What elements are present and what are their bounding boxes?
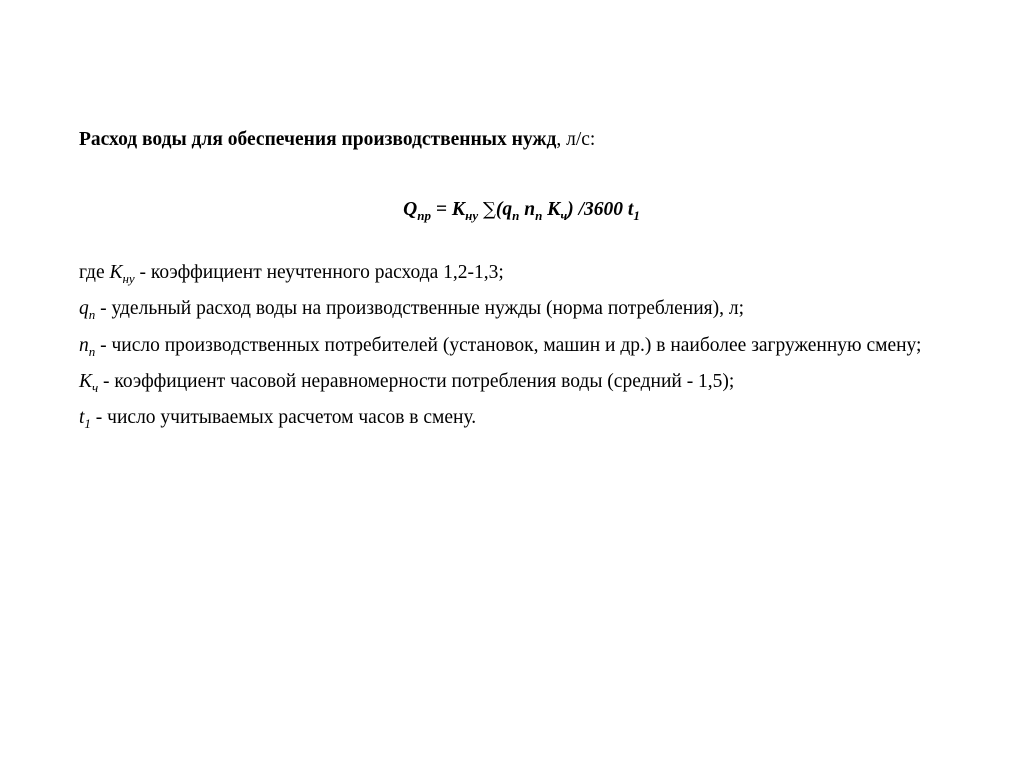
definition-text: - коэффициент часовой неравномерности потребления воды (средний - 1,5); [98, 370, 735, 392]
sum-icon: ∑ [482, 199, 496, 220]
formula-open-paren: ( [495, 199, 503, 220]
definition-text-continued: загруженную смену; [751, 334, 922, 356]
heading-bold-text: Расход воды для обеспечения производственных нужд [79, 129, 557, 150]
formula-t-symbol: t [627, 199, 634, 220]
symbol-letter: q [79, 298, 89, 320]
symbol-subscript: п [88, 307, 96, 323]
formula-q-small-subscript: п [512, 208, 520, 223]
formula-n-symbol: n [524, 199, 536, 220]
definitions-list [79, 255, 964, 436]
definition-text: - коэффициент неучтенного расхода 1,2-1,3; [134, 262, 504, 283]
definition-text: - число производственных потребителей (установок, машин и др.) в наиболее [95, 334, 747, 356]
definition-q-n [79, 291, 964, 327]
symbol-subscript: ну [122, 271, 135, 286]
definition-symbol [79, 298, 96, 323]
symbol-subscript: 1 [84, 416, 91, 432]
formula [79, 197, 964, 223]
heading [79, 128, 595, 152]
formula-kch-subscript: ч [560, 208, 568, 223]
definition-text: - удельный расход воды на производственные нужды (норма потребления), л; [95, 298, 744, 320]
formula-k-symbol: К [451, 199, 466, 220]
symbol-letter: t [79, 407, 85, 429]
symbol-letter: n [79, 334, 89, 356]
definition-symbol [79, 407, 91, 432]
formula-q-subscript: пр [417, 208, 431, 223]
formula-n-subscript: п [535, 208, 543, 223]
definition-symbol [109, 262, 135, 286]
definition-n-n [79, 328, 964, 364]
definition-k-ny [79, 255, 964, 291]
formula-t-subscript: 1 [633, 208, 640, 223]
formula-kch-symbol: К [547, 199, 561, 220]
symbol-subscript: ч [91, 379, 99, 395]
definition-t-1 [79, 400, 964, 436]
formula-q-symbol: Q [403, 199, 418, 220]
symbol-letter: К [109, 262, 123, 283]
symbol-letter: К [79, 370, 92, 392]
formula-equals: = [431, 199, 452, 220]
heading-unit: , л/с: [556, 129, 596, 150]
definition-symbol [79, 370, 99, 395]
definition-prefix: где [79, 262, 110, 283]
formula-divisor: ) /3600 [567, 199, 628, 220]
formula-k-subscript: ну [465, 208, 479, 223]
definition-k-ch [79, 364, 964, 400]
formula-q-small-symbol: q [502, 199, 513, 220]
definition-text: - число учитываемых расчетом часов в смену. [90, 407, 477, 429]
symbol-subscript: п [88, 343, 96, 359]
slide [79, 0, 964, 767]
definition-symbol [79, 334, 96, 359]
